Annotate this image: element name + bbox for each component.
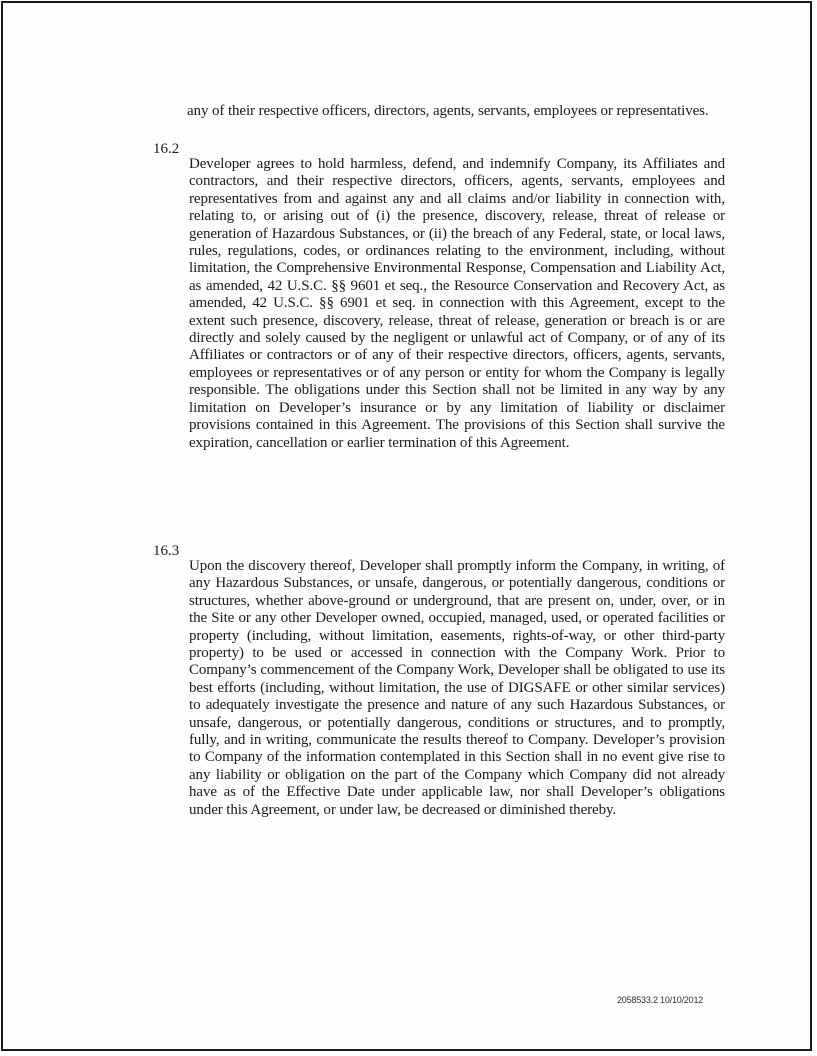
section-body: Upon the discovery thereof, Developer shall promptly inform the Company, in writing, of any Hazardous Substances, or unsafe, dangerous, or potentially dangerous, conditions or structures, whether above-ground or underground, that are present on, under, over, or in the Site or any other Developer owned, occupied, managed, used, or operated facilities or property (including, without limitation, easements, rights-of-way, or other third-party property) to be used or accessed in connection with the Company Work. Prior to Company’s commencement of the Company Work, Developer shall be obligated to use its best efforts (including, without limitation, the use of DIGSAFE or other similar services) to adequately investigate the presence and nature of any such Hazardous Substances, or unsafe, dangerous, or potentially dangerous, conditions or structures, and to promptly, fully, and in writing, communicate the results thereof to Company. Developer’s provision to Company of the information contemplated in this Section shall in no event give rise to any liability or obligation on the part of the Company which Company did not already have as of the Effective Date under applicable law, nor shall Developer’s obligations under this Agreement, or under law, be decreased or diminished thereby. (189, 558, 725, 818)
footer-document-id: 2058533.2 10/10/2012 (617, 995, 704, 1005)
section-number: 16.2 (153, 141, 180, 157)
document-page (1, 1, 812, 1051)
section-body: Developer agrees to hold harmless, defend, and indemnify Company, its Affiliates and contractors, and their respective directors, officers, agents, servants, employees and representatives from and against any and all claims and/or liability in connection with, relating to, or arising out of (i) the presence, discovery, release, threat of release or generation of Hazardous Substances, or (ii) the breach of any Federal, state, or local laws, rules, regulations, codes, or ordinances relating to the environment, including, without limitation, the Comprehensive Environmental Response, Compensation and Liability Act, as amended, 42 U.S.C. §§ 9601 et seq., the Resource Conservation and Recovery Act, as amended, 42 U.S.C. §§ 6901 et seq. in connection with this Agreement, except to the extent such presence, discovery, release, threat of release, generation or breach is or are directly and solely caused by the negligent or unlawful act of Company, or of any of its Affiliates or contractors or of any of their respective directors, officers, agents, servants, employees or representatives or of any person or entity for whom the Company is legally responsible. The obligations under this Section shall not be limited in any way by any limitation on Developer’s insurance or by any limitation of liability or disclaimer provisions contained in this Agreement. The provisions of this Section shall survive the expiration, cancellation or earlier termination of this Agreement. (189, 156, 725, 451)
section-number: 16.3 (153, 543, 180, 559)
continuation-paragraph: any of their respective officers, directors, agents, servants, employees or representatives. (187, 103, 709, 119)
